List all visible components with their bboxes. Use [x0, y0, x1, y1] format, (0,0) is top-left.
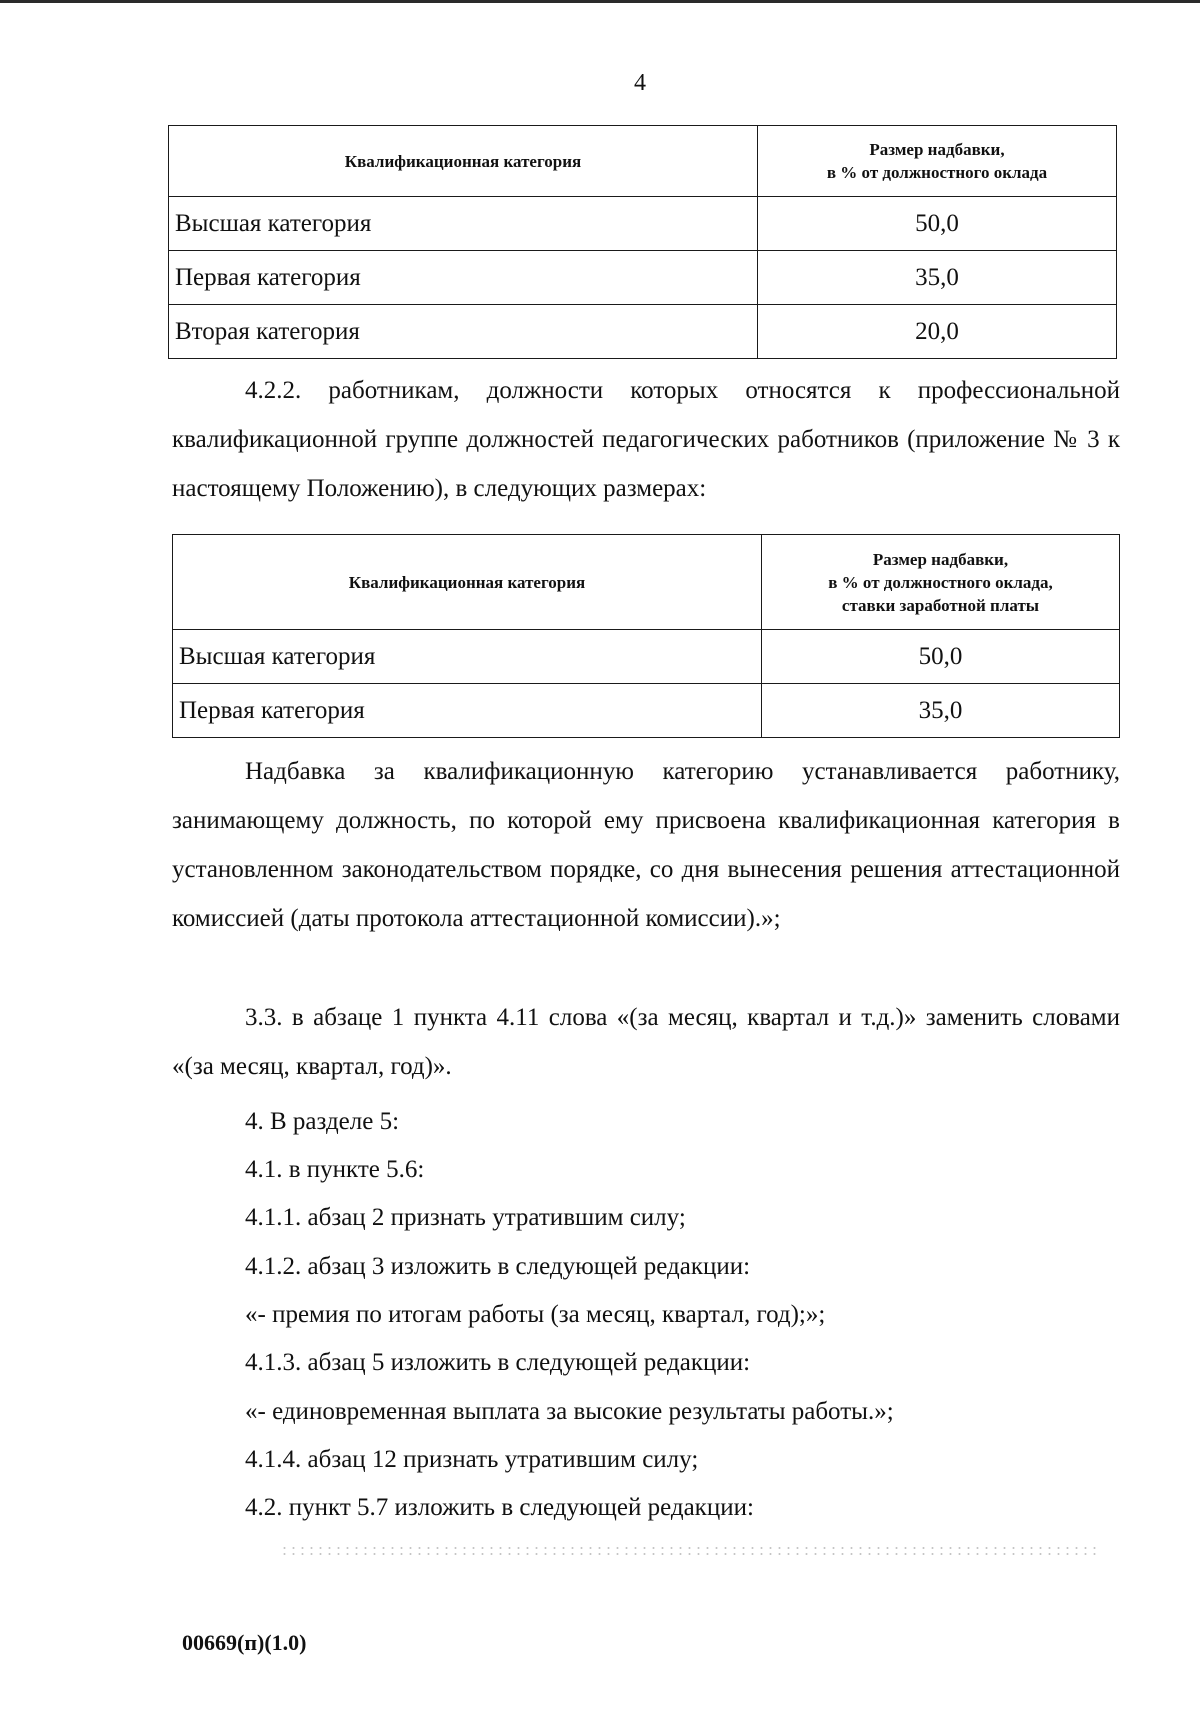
- table-row: [173, 630, 1120, 684]
- qualification-table-1: [168, 125, 1117, 359]
- scan-noise: [280, 1545, 1100, 1557]
- page-top-edge: [0, 0, 1200, 3]
- table1-row1-value: 50,0: [758, 197, 1117, 251]
- table2-header-category: Квалификационная категория: [173, 535, 762, 630]
- document-code: 00669(п)(1.0): [182, 1630, 307, 1655]
- table2-row1-category: Высшая категория: [173, 630, 762, 684]
- table2-row1-value: 50,0: [762, 630, 1120, 684]
- paragraph-4-2-2: 4.2.2. работникам, должности которых относятся к профессиональной квалификационной группе должностей педагогических работников (приложение № 3 к настоящему Положению), в следующих размерах:: [172, 377, 1120, 502]
- table1-row1-category: Высшая категория: [169, 197, 758, 251]
- table1-row2-value: 35,0: [758, 251, 1117, 305]
- table1-row2-category: Первая категория: [169, 251, 758, 305]
- table1-header-size: Размер надбавки, в % от должностного оклада: [758, 126, 1117, 197]
- line-section-5: 4. В разделе 5:: [245, 1108, 400, 1135]
- line-4-1: 4.1. в пункте 5.6:: [245, 1156, 425, 1183]
- paragraph-nadbavka: Надбавка за квалификационную категорию устанавливается работнику, занимающему должность, по которой ему присвоена квалификационная категория в установленном законодательством порядке, со дня вынесения решения аттестационной комиссией (даты протокола аттестационной комиссии).»;: [172, 758, 1120, 932]
- table-row: [169, 197, 1117, 251]
- table-row: [169, 305, 1117, 359]
- table-row: [169, 251, 1117, 305]
- table2-row2-category: Первая категория: [173, 684, 762, 738]
- table2-row2-value: 35,0: [762, 684, 1120, 738]
- line-4-1-4: 4.1.4. абзац 12 признать утратившим силу;: [245, 1446, 699, 1473]
- line-4-1-3: 4.1.3. абзац 5 изложить в следующей редакции:: [245, 1349, 751, 1376]
- qualification-table-2: [172, 534, 1120, 738]
- line-premia: «- премия по итогам работы (за месяц, квартал, год);»;: [245, 1301, 826, 1328]
- paragraph-3-3: 3.3. в абзаце 1 пункта 4.11 слова «(за месяц, квартал и т.д.)» заменить словами «(за месяц, квартал, год)».: [172, 1004, 1120, 1080]
- line-vyplata: «- единовременная выплата за высокие результаты работы.»;: [245, 1398, 894, 1425]
- table1-row3-category: Вторая категория: [169, 305, 758, 359]
- line-4-1-1: 4.1.1. абзац 2 признать утратившим силу;: [245, 1204, 686, 1231]
- line-4-1-2: 4.1.2. абзац 3 изложить в следующей редакции:: [245, 1253, 751, 1280]
- table1-header-category: Квалификационная категория: [169, 126, 758, 197]
- table2-header-size: Размер надбавки, в % от должностного оклада, ставки заработной платы: [762, 535, 1120, 630]
- line-4-2: 4.2. пункт 5.7 изложить в следующей редакции:: [245, 1494, 754, 1521]
- page-number: 4: [634, 70, 646, 96]
- table1-row3-value: 20,0: [758, 305, 1117, 359]
- table-row: [173, 684, 1120, 738]
